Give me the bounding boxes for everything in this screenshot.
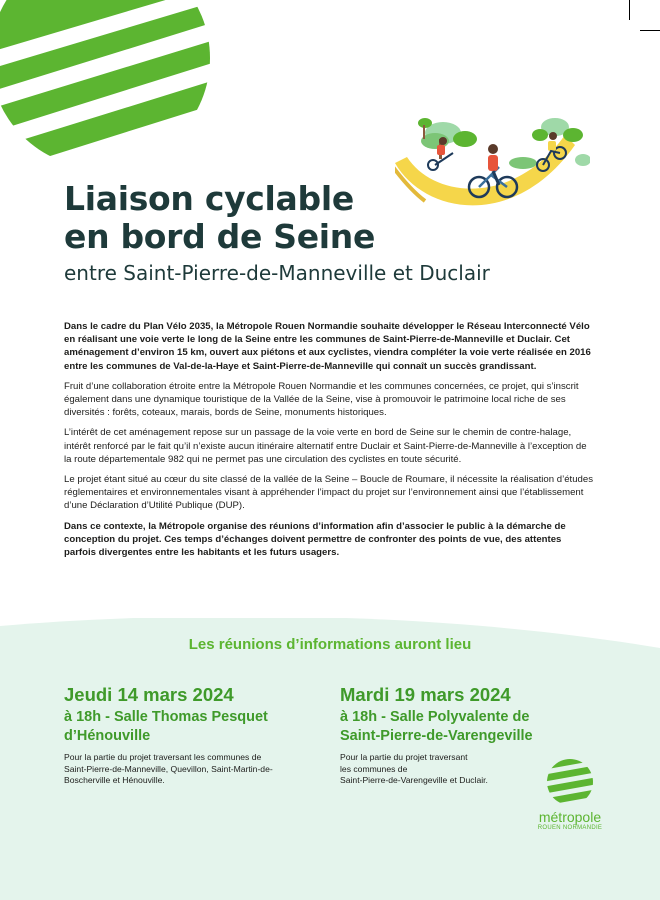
logo-subtitle: ROUEN NORMANDIE — [537, 825, 603, 831]
body-text — [64, 320, 594, 566]
paragraph: L’intérêt de cet aménagement repose sur un passage de la voie verte en bord de Seine sur le chemin de contre-halage, intérêt renforcé par le fait qu’il n’existe aucun itinéraire alternatif entre Duclair et Saint-Pierre-de-Manneville à l’exception de la route départementale 982 qui ne permet pas une circulation des cyclistes en toute sécurité. — [64, 427, 587, 465]
event-place-line: Saint-Pierre-de-Varengeville — [340, 728, 533, 744]
event-date: Jeudi 14 mars 2024 — [64, 684, 234, 705]
event-description-line: les communes de — [340, 763, 408, 774]
event-place — [64, 708, 314, 746]
event-date: Mardi 19 mars 2024 — [340, 684, 511, 705]
paragraph: Le projet étant situé au cœur du site classé de la vallée de la Seine – Boucle de Roumare, il nécessite la réalisation d’études réglementaires et environnementales visant à appréhender l’impact du projet sur l’environnement ainsi que l’établissement d’une Déclaration d’Utilité Publique (DUP). — [64, 474, 594, 512]
title-line-2: en bord de Seine — [64, 217, 376, 256]
crop-mark — [640, 30, 660, 31]
green-stripes-decoration — [0, 0, 240, 190]
cyclists-illustration — [395, 105, 590, 235]
event-description-line: Pour la partie du projet traversant les communes de — [64, 752, 262, 762]
event-place-line: à 18h - Salle Thomas Pesquet — [64, 709, 268, 725]
metropole-logo — [528, 758, 612, 831]
metropole-logo-icon — [542, 758, 598, 806]
subtitle: entre Saint-Pierre-de-Manneville et Duclair — [64, 261, 490, 285]
event-place — [340, 708, 540, 746]
event-description-line: Boscherville et Hénouville. — [64, 775, 165, 786]
reunions-heading: Les réunions d’informations auront lieu — [188, 636, 472, 653]
closing-paragraph: Dans ce contexte, la Métropole organise des réunions d’information afin d’associer le public à la démarche de conception du projet. Ces temps d’échanges doivent permettre de confronter des points de vue, des attentes parfois divergentes entre les habitants et les futurs usagers. — [64, 520, 566, 559]
event-block — [340, 684, 540, 787]
intro-paragraph: Dans le cadre du Plan Vélo 2035, la Métropole Rouen Normandie souhaite développer le Réseau Interconnecté Vélo en réalisant une voie verte le long de la Seine entre les communes de Saint-Pierre-de-Manneville et Duclair. Cet aménagement d’environ 15 km, ouvert aux piétons et aux cyclistes, viendra compléter la voie verte réalisée en 2016 entre les communes de Val-de-la-Haye et Saint-Pierre-de-Manneville qui connaît un succès grandissant. — [64, 321, 591, 372]
event-block — [64, 684, 314, 787]
main-title — [64, 180, 375, 256]
event-description-line: Pour la partie du projet traversant — [340, 752, 468, 762]
event-place-line: d’Hénouville — [64, 728, 151, 744]
logo-name: métropole — [538, 809, 602, 825]
crop-mark — [629, 0, 630, 20]
paragraph: Fruit d’une collaboration étroite entre la Métropole Rouen Normandie et les communes concernées, ce projet, qui s’inscrit également dans une dynamique touristique de la Vallée de la Seine, vise à promouvoir le patrimoine local riche de ses diversités : forêts, coteaux, marais, bords de Seine, monuments historiques. — [64, 380, 579, 419]
title-line-1: Liaison cyclable — [64, 179, 354, 218]
event-description-line: Saint-Pierre-de-Manneville, Quevillon, Saint-Martin-de- — [64, 763, 273, 774]
event-description — [340, 752, 540, 787]
event-description — [64, 752, 314, 787]
event-description-line: Saint-Pierre-de-Varengeville et Duclair. — [340, 775, 488, 786]
event-place-line: à 18h - Salle Polyvalente de — [340, 709, 530, 725]
